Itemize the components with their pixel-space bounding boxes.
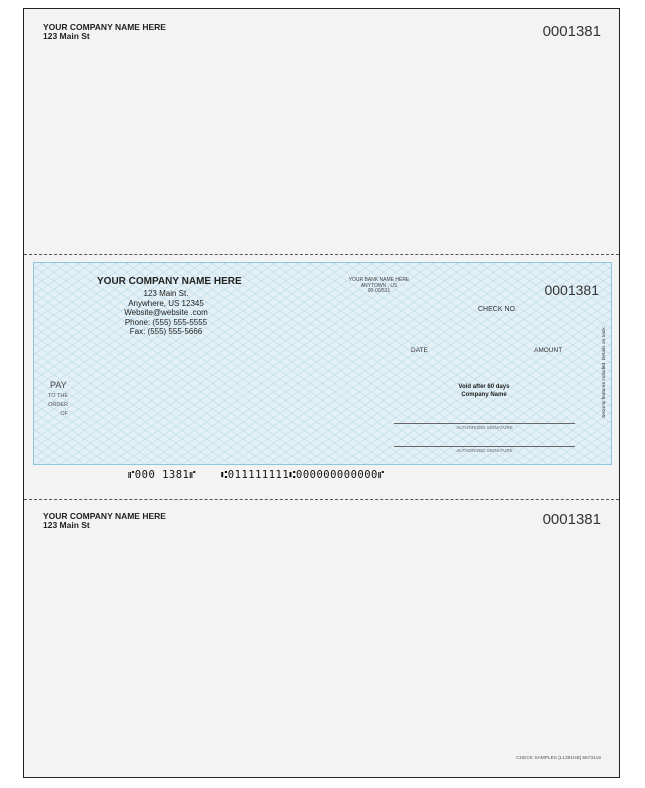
address-line: Fax: (555) 555-5666 bbox=[129, 327, 203, 336]
check-body bbox=[33, 262, 612, 465]
pay-to-line: ORDER bbox=[48, 402, 68, 408]
micr-check-number: ⑈000 1381⑈ bbox=[128, 469, 197, 481]
pay-to-line: TO THE bbox=[48, 393, 68, 399]
amount-label: AMOUNT bbox=[534, 347, 563, 354]
address-line: Anywhere, US 12345 bbox=[128, 298, 204, 308]
payer-name: Company Name bbox=[461, 391, 507, 398]
address-line: 123 Main St. bbox=[143, 289, 189, 298]
check-no-label: CHECK NO. bbox=[478, 306, 517, 313]
signature-line-1 bbox=[394, 423, 575, 424]
bottom-stub-company-name: YOUR COMPANY NAME HERE bbox=[43, 511, 166, 521]
top-stub-company bbox=[43, 23, 166, 41]
void-notice bbox=[444, 384, 524, 399]
security-features-note: Security features included. Details on back. bbox=[602, 326, 607, 418]
micr-routing-account: ⑆011111111⑆000000000000⑈ bbox=[221, 469, 385, 481]
bottom-stub-address: 123 Main St bbox=[43, 520, 90, 530]
signature-label-1: AUTHORIZED SIGNATURE bbox=[456, 425, 513, 430]
date-label: DATE bbox=[411, 347, 428, 354]
bank-city: ANYTOWN , US bbox=[360, 282, 398, 289]
top-stub-company-name: YOUR COMPANY NAME HERE bbox=[43, 22, 166, 32]
top-stub-check-number: 0001381 bbox=[542, 23, 601, 40]
perforation-line-top bbox=[24, 254, 619, 255]
address-line: Phone: (555) 555-5555 bbox=[124, 317, 208, 327]
top-stub-address: 123 Main St bbox=[43, 31, 90, 41]
check-sheet bbox=[23, 8, 620, 778]
pay-to-order-of bbox=[40, 392, 68, 419]
pay-label: PAY bbox=[50, 380, 67, 390]
pay-to-line: OF bbox=[60, 411, 68, 417]
void-text: Void after 60 days bbox=[458, 384, 510, 390]
address-line: Website@website .com bbox=[124, 308, 208, 317]
bank-name: YOUR BANK NAME HERE bbox=[348, 277, 410, 283]
check-number: 0001381 bbox=[544, 282, 599, 298]
bottom-stub-check-number: 0001381 bbox=[542, 511, 601, 528]
bottom-stub-company bbox=[43, 512, 166, 530]
bank-info bbox=[339, 278, 419, 295]
signature-label-2: AUTHORIZED SIGNATURE bbox=[456, 448, 513, 453]
check-company-address bbox=[116, 289, 216, 337]
perforation-line-bottom bbox=[24, 499, 619, 500]
footer-code: CHECK SAMPLES [L1381HB] 5673416 bbox=[516, 756, 601, 761]
bank-fraction: 00-00/531 bbox=[367, 288, 391, 294]
check-company-name: YOUR COMPANY NAME HERE bbox=[97, 276, 242, 287]
signature-line-2 bbox=[394, 446, 575, 447]
